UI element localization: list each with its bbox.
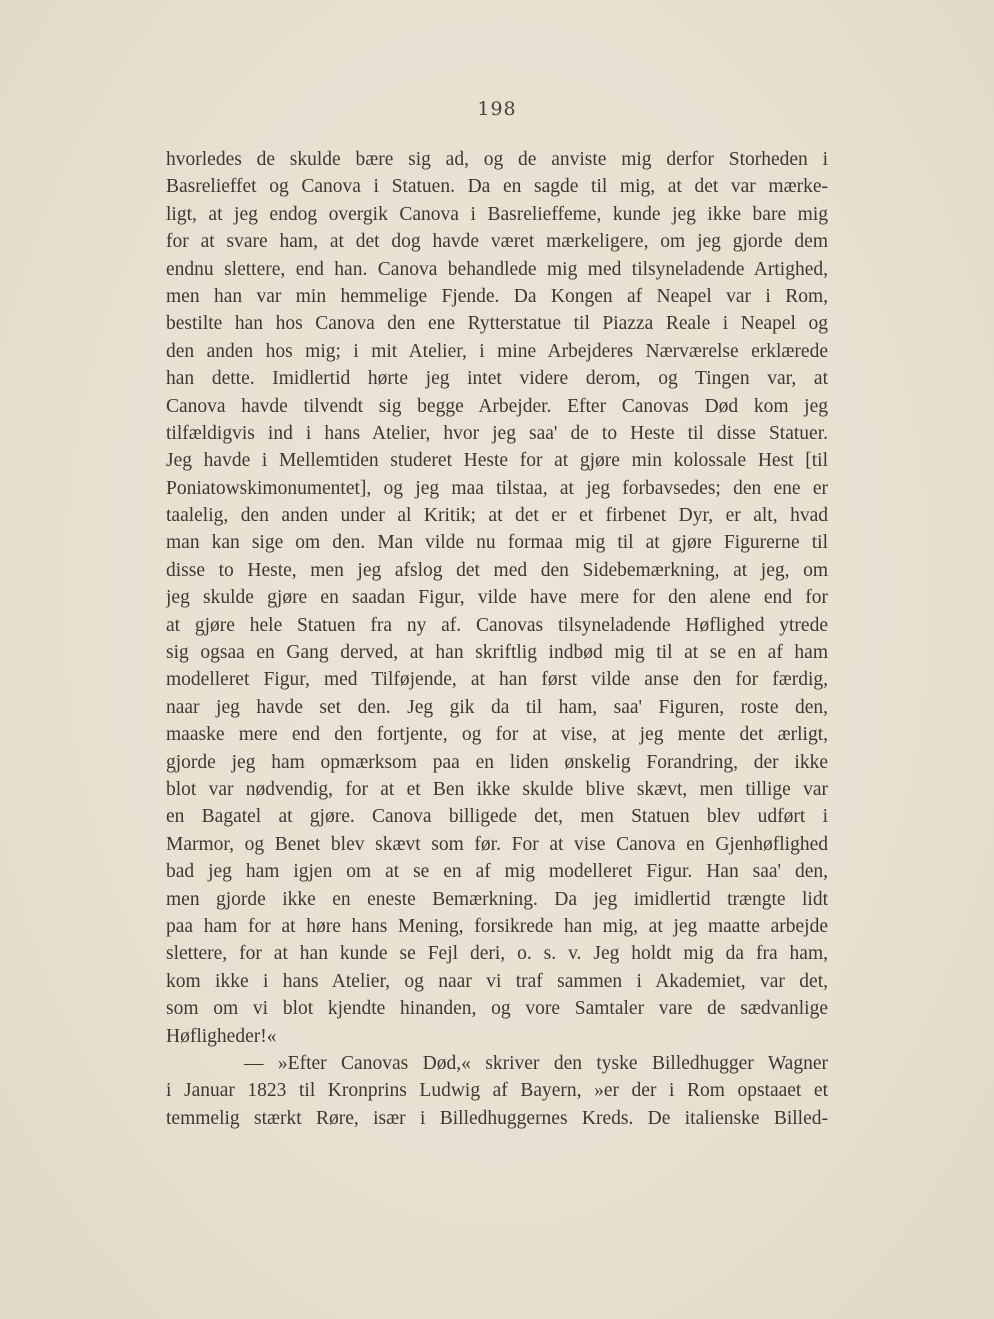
text-line: Basrelieffet og Canova i Statuen. Da en sagde til mig, at det var mærke- [166,176,828,198]
text-line: — »Efter Canovas Død,« skriver den tyske Billedhugger Wagner [244,1052,828,1074]
text-line: sig ogsaa en Gang derved, at han skriftlig indbød mig til at se en af ham [166,642,828,664]
text-line: Canova havde tilvendt sig begge Arbejder. Efter Canovas Død kom jeg [166,395,828,417]
text-line: disse to Heste, men jeg afslog det med den Sidebemærkning, at jeg, om [166,559,828,581]
text-line: maaske mere end den fortjente, og for at vise, at jeg mente det ærligt, [166,724,828,746]
text-line: som om vi blot kjendte hinanden, og vore Samtaler vare de sædvanlige [166,998,828,1020]
text-line: naar jeg havde set den. Jeg gik da til ham, saa' Figuren, roste den, [166,696,828,718]
text-line: i Januar 1823 til Kronprins Ludwig af Bayern, »er der i Rom opstaaet et [166,1080,828,1102]
text-line: Høfligheder!« [166,1025,277,1047]
text-line: taalelig, den anden under al Kritik; at det er et firbenet Dyr, er alt, hvad [166,505,828,527]
text-line: men han var min hemmelige Fjende. Da Kongen af Neapel var i Rom, [166,285,828,307]
text-line: man kan sige om den. Man vilde nu formaa mig til at gjøre Figurerne til [166,532,828,554]
text-line: at gjøre hele Statuen fra ny af. Canovas tilsyneladende Høflighed ytrede [166,614,828,636]
text-line: en Bagatel at gjøre. Canova billigede det, men Statuen blev udført i [166,806,828,828]
body-text [166,146,828,1132]
text-line: kom ikke i hans Atelier, og naar vi traf sammen i Akademiet, var det, [166,970,828,992]
text-line: ligt, at jeg endog overgik Canova i Basrelieffeme, kunde jeg ikke bare mig [166,203,828,225]
text-line: bad jeg ham igjen om at se en af mig modelleret Figur. Han saa' den, [166,861,828,883]
text-line: endnu slettere, end han. Canova behandlede mig med tilsyneladende Artighed, [166,258,828,280]
text-line: den anden hos mig; i mit Atelier, i mine Arbejderes Nærværelse erklærede [166,340,828,362]
text-line: blot var nødvendig, for at et Ben ikke skulde blive skævt, men tillige var [166,778,828,800]
text-line: men gjorde ikke en eneste Bemærkning. Da jeg imidlertid trængte lidt [166,888,828,910]
text-line: slettere, for at han kunde se Fejl deri, o. s. v. Jeg holdt mig da fra ham, [166,943,828,965]
text-line: jeg skulde gjøre en saadan Figur, vilde have mere for den alene end for [166,587,828,609]
page-number: 198 [477,98,517,120]
text-line: gjorde jeg ham opmærksom paa en liden ønskelig Forandring, der ikke [166,751,828,773]
text-line: Jeg havde i Mellemtiden studeret Heste for at gjøre min kolossale Hest [til [166,450,828,472]
text-line: han dette. Imidlertid hørte jeg intet videre derom, og Tingen var, at [166,368,828,390]
text-line: modelleret Figur, med Tilføjende, at han først vilde anse den for færdig, [166,669,828,691]
text-line: for at svare ham, at det dog havde været mærkeligere, om jeg gjorde dem [166,231,828,253]
text-line: paa ham for at høre hans Mening, forsikrede han mig, at jeg maatte arbejde [166,915,828,937]
text-line: bestilte han hos Canova den ene Rytterstatue til Piazza Reale i Neapel og [166,313,828,335]
text-line: temmelig stærkt Røre, især i Billedhuggernes Kreds. De italienske Billed- [166,1107,828,1129]
text-line: Marmor, og Benet blev skævt som før. For at vise Canova en Gjenhøflighed [166,833,828,855]
text-line: Poniatowskimonumentet], og jeg maa tilstaa, at jeg forbavsedes; den ene er [166,477,828,499]
text-line: hvorledes de skulde bære sig ad, og de anviste mig derfor Storheden i [166,149,828,170]
text-line: tilfældigvis ind i hans Atelier, hvor jeg saa' de to Heste til disse Statuer. [166,422,828,444]
